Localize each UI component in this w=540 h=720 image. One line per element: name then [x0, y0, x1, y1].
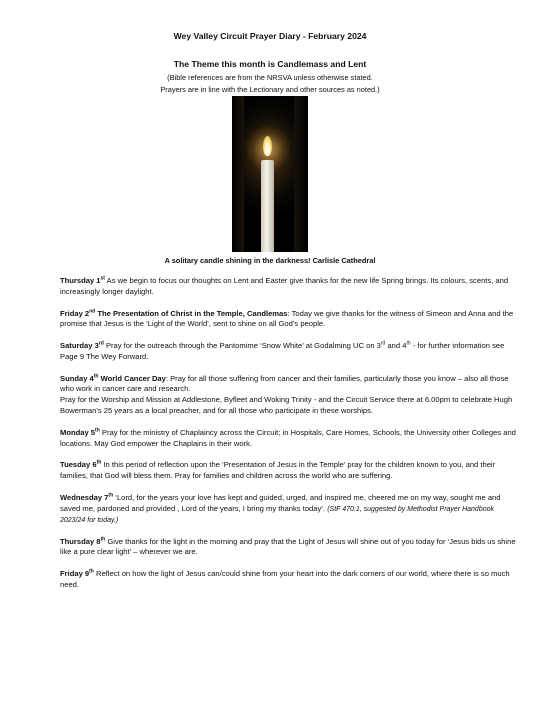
diary-entries: [60, 276, 520, 602]
diary-entry-wednesday-7: [60, 493, 520, 526]
photo-dark-edge-right: [294, 96, 308, 252]
photo-dark-edge-left: [232, 96, 244, 252]
document-title: Wey Valley Circuit Prayer Diary - February 2024: [173, 31, 367, 41]
entry-paragraph: [60, 537, 520, 559]
entry-day: Thursday 8th: [60, 536, 106, 546]
photo-caption: A solitary candle shining in the darkness! Carlisle Cathedral: [164, 256, 376, 265]
candle-stick: [261, 160, 274, 252]
entry-heading: The Presentation of Christ in the Temple, Candlemas: [95, 308, 288, 318]
entry-paragraph: [60, 276, 520, 298]
entry-text: : Today we give thanks for the witness of Simeon and Anna and the promise that Jesus is the ‘Light of the World’, sent to shine on all God’s people.: [60, 308, 514, 329]
entry-day: Wednesday 7th: [60, 492, 114, 502]
diary-entry-monday-5: [60, 428, 520, 450]
diary-entry-saturday-3: [60, 341, 520, 363]
entry-text: : Pray for all those suffering from cancer and their families, particularly those you know – also all those who work in cancer care and research.: [60, 373, 509, 394]
entry-text: ‘Lord, for the years your love has kept and guided, urged, and inspired me, cheered me on my way, sought me and saved me, pardoned and provided , Lord of the years, I bring my thanks today’.: [60, 492, 501, 513]
prayers-source-note: Prayers are in line with the Lectionary and other sources as noted.): [160, 85, 380, 94]
entry-paragraph: [60, 374, 520, 396]
entry-text: In this period of reflection upon the ‘Presentation of Jesus in the Temple’ pray for the children known to you, and their families, that God will bless them. Pray for families and children across the world who are suffering.: [60, 460, 496, 481]
entry-text: Pray for the outreach through the Pantomime ‘Snow White’ at Godalming UC on 3: [103, 341, 381, 351]
entry-paragraph: [60, 460, 520, 482]
entry-text: Give thanks for the light in the morning and pray that the Light of Jesus will shine out of you today for ‘Jesus bids us shine like a pure clear light’ – wherever we are.: [60, 536, 516, 557]
entry-paragraph: [60, 309, 520, 331]
diary-entry-friday-9: [60, 569, 520, 591]
entry-paragraph: [60, 428, 520, 450]
diary-entry-friday-2: [60, 309, 520, 331]
entry-paragraph: [60, 493, 520, 526]
entry-paragraph: Saturday 3rd Pray for the outreach through the Pantomime ‘Snow White’ at Godalming UC on 3rd and 4th - for further information see Page 9 The Wey Forward.: [60, 340, 505, 361]
diary-entry-thursday-8: [60, 537, 520, 559]
entry-day: Thursday 1st: [60, 275, 105, 285]
diary-entry-sunday-4: [60, 374, 520, 417]
entry-text: As we begin to focus our thoughts on Lent and Easter give thanks for the new life Spring brings. Its colours, scents, and increasingly longer daylight.: [60, 276, 509, 296]
candle-photo: [232, 96, 308, 252]
entry-day: Friday 9th: [60, 568, 94, 579]
diary-entry-tuesday-6: [60, 460, 520, 482]
bible-reference-note: (Bible references are from the NRSVA unless otherwise stated.: [167, 73, 373, 82]
entry-heading: World Cancer Day: [98, 373, 166, 383]
entry-day: Tuesday 6th: [60, 459, 102, 470]
candle-flame: [263, 136, 272, 156]
entry-day: Saturday 3rd: [60, 340, 104, 351]
entry-day: Sunday 4th: [60, 373, 99, 383]
diary-entry-thursday-1: [60, 276, 520, 298]
entry-day: Friday 2nd: [60, 308, 96, 318]
entry-paragraph-2: Pray for the Worship and Mission at Addlestone, Byfleet and Woking Trinity - and the Circuit Service there at 6.00pm to celebrate Hugh Bowerman’s 25 years as a local preacher, and for all those who participate in these worships.: [60, 395, 513, 416]
theme-heading: The Theme this month is Candlemass and Lent: [173, 59, 367, 69]
hymn-reference: (StF 470:1, suggested by Methodist Prayer Handbook 2023/24 for today.): [60, 505, 495, 524]
entry-text: Reflect on how the light of Jesus can/could shine from your heart into the dark corners of our world, where there is so much need.: [60, 569, 510, 589]
entry-day: Monday 5th: [60, 427, 100, 437]
entry-text: Pray for the ministry of Chaplaincy across the Circuit; in Hospitals, Care Homes, Schools, the University other Colleges and locations. May God empower the Chaplains in their work.: [60, 427, 516, 448]
entry-paragraph: [60, 569, 520, 591]
